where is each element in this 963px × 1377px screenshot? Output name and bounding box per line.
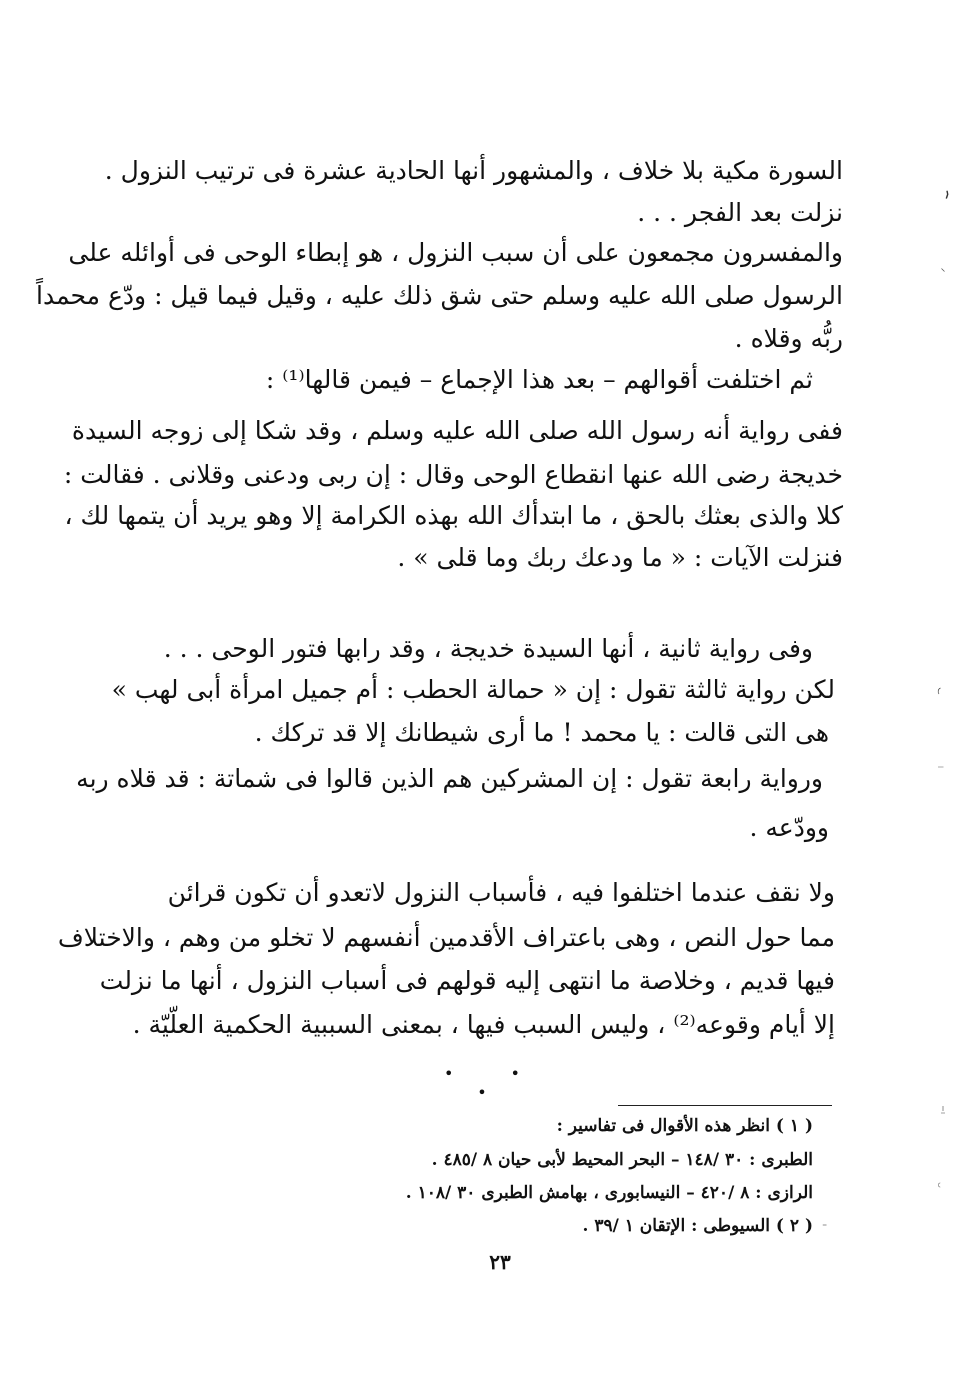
body-line: وفى رواية ثانية ، أنها السيدة خديجة ، وقد رابها فتور الوحى . . . — [163, 634, 813, 663]
scan-speck-icon — [938, 762, 944, 772]
body-line: ربُّه وقلاه . — [734, 324, 843, 353]
body-line: ورواية رابعة تقول : إن المشركين هم الذين قالوا فى شماتة : قد قلاه ربه — [76, 764, 823, 793]
body-line: وودّعه . — [749, 813, 829, 842]
body-line: خديجة رضى الله عنها انقطاع الوحى وقال : إن ربى ودعنى وقلانى . فقالت : — [63, 460, 843, 489]
footnote-line: ( ٢ ) السيوطى : الإتقان ١ /٣٩ . — [582, 1216, 813, 1236]
footnote-line: الطبرى : ٣٠ /١٤٨ – البحر المحيط لأبى حيان ٨ /٤٨٥ . — [431, 1150, 813, 1170]
body-line: إلا أيام وقوعه⁽²⁾ ، وليس السبب فيها ، بمعنى السببية الحكمية العلّيّة . — [132, 1010, 835, 1039]
body-line: ولا نقف عندما اختلفوا فيه ، فأسباب النزول لاتعدو أن تكون قرائن — [167, 878, 835, 907]
body-line: ثم اختلفت أقوالهم – بعد هذا الإجماع – فيمن قالها⁽¹⁾ : — [265, 365, 813, 394]
body-line: كلا والذى بعثك بالحق ، ما ابتدأك الله بهذه الكرامة إلا وهو يريد أن يتمها لك ، — [64, 501, 843, 530]
scan-speck-icon — [940, 265, 946, 275]
scan-speck-icon — [822, 1220, 828, 1230]
body-line: فيها قديم ، وخلاصة ما انتهى إليه قولهم فى أسباب النزول ، أنها ما نزلت — [99, 966, 835, 995]
body-line: هى التى قالت : يا محمد ! ما أرى شيطانك إلا قد تركك . — [254, 718, 829, 747]
scan-speck-icon — [940, 1105, 946, 1115]
page-number: ٢٣ — [489, 1250, 511, 1274]
body-line: لكن رواية ثالثة تقول : إن « حمالة الحطب : أم جميل امرأة أبى لهب » — [111, 675, 835, 704]
footnote-rule — [618, 1105, 832, 1106]
body-line: نزلت بعد الفجر . . . — [637, 198, 843, 227]
body-line: السورة مكية بلا خلاف ، والمشهور أنها الحادية عشرة فى ترتيب النزول . — [104, 156, 843, 185]
scan-speck-icon — [944, 190, 950, 200]
scan-speck-icon — [936, 1180, 942, 1190]
body-line: مما حول النص ، وهى باعتراف الأقدمين أنفسهم لا تخلو من وهم ، والاختلاف — [57, 923, 835, 952]
body-line: ففى رواية أنه رسول الله صلى الله عليه وسلم ، وقد شكا إلى زوجه السيدة — [71, 416, 843, 445]
body-line: الرسول صلى الله عليه وسلم حتى شق ذلك عليه ، وقيل فيما قيل : ودّع محمداً — [36, 281, 843, 310]
section-separator-stars: • • • — [444, 1064, 546, 1102]
footnote-line: الرازى : ٨ /٤٢٠ – النيسابورى ، بهامش الطبرى ٣٠ /١٠٨ . — [405, 1183, 813, 1203]
footnote-line: ( ١ ) انظر هذه الأقوال فى تفاسير : — [556, 1116, 813, 1136]
body-line: فنزلت الآيات : « ما ودعك ربك وما قلى » . — [397, 543, 843, 572]
body-line: والمفسرون مجمعون على أن سبب النزول ، هو إبطاء الوحى فى أوائله على — [68, 238, 843, 267]
scan-speck-icon — [936, 686, 942, 696]
